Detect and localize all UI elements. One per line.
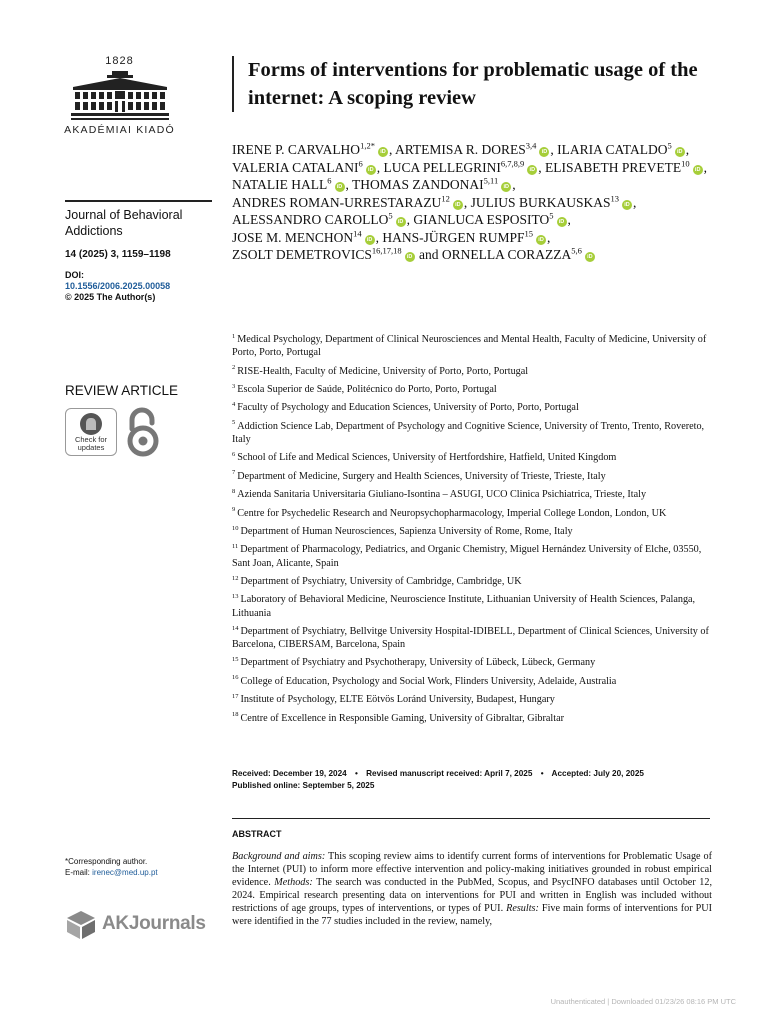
affiliation xyxy=(232,693,712,706)
author-name: VALERIA CATALANI xyxy=(232,159,359,175)
author-affiliation-ref: 6 xyxy=(327,175,332,186)
orcid-icon[interactable]: iD xyxy=(396,217,406,227)
author-affiliation-ref: 3,4 xyxy=(525,140,537,151)
author xyxy=(232,160,377,175)
orcid-icon[interactable]: iD xyxy=(539,147,549,157)
corresponding-label: *Corresponding author. xyxy=(65,857,148,866)
akjournals-text: AKJournals xyxy=(102,913,206,934)
affiliation-number: 16 xyxy=(232,674,239,682)
author-name: ORNELLA CORAZZA xyxy=(441,247,572,262)
abstract-divider xyxy=(232,818,710,819)
doi-label: DOI: xyxy=(65,270,84,280)
affiliation xyxy=(232,543,712,569)
check-updates-icon xyxy=(80,413,102,435)
orcid-icon[interactable]: iD xyxy=(335,182,345,192)
affiliation-number: 13 xyxy=(232,592,239,600)
publisher-name: AKADÉMIAI KIADÓ xyxy=(64,124,175,136)
affiliation-number: 12 xyxy=(232,574,239,582)
author-name: THOMAS ZANDONAI xyxy=(352,177,484,192)
affiliation xyxy=(232,420,712,446)
author xyxy=(232,177,346,192)
affiliation-text: Department of Medicine, Surgery and Health Sciences, University of Trieste, Trieste, Italy xyxy=(237,470,606,482)
author-affiliation-ref: 5 xyxy=(549,210,554,221)
affiliation xyxy=(232,470,712,483)
affiliation-number: 18 xyxy=(232,711,239,719)
journal-info xyxy=(65,200,212,302)
author-affiliation-ref: 6,7,8,9 xyxy=(500,158,525,168)
affiliation-list xyxy=(232,333,712,730)
abstract-body xyxy=(232,851,712,928)
affiliation-number: 3 xyxy=(232,382,236,390)
author xyxy=(395,142,550,157)
affiliation xyxy=(232,675,712,688)
corresponding-author xyxy=(65,856,212,878)
akjournals-logo xyxy=(65,908,206,940)
date-separator: • xyxy=(540,769,544,778)
author-name: IRENE P. CARVALHO xyxy=(232,142,361,157)
affiliation xyxy=(232,451,712,464)
check-for-updates-badge[interactable] xyxy=(65,408,117,456)
abstract-heading: ABSTRACT xyxy=(232,829,282,839)
affiliation-text: School of Life and Medical Sciences, University of Hertfordshire, Hatfield, United Kingdom xyxy=(237,452,617,464)
orcid-icon[interactable]: iD xyxy=(365,235,375,245)
orcid-icon[interactable]: iD xyxy=(405,252,415,262)
author xyxy=(557,142,686,157)
abstract-background-text: This scoping review aims to identify current forms of interventions for Problematic Usage of the Internet (PUI) to inform more effective intervention and policy-making initiatives grounded in robust empirical evidence. xyxy=(232,851,712,888)
author-affiliation-ref: 15 xyxy=(524,228,534,238)
author xyxy=(545,160,704,175)
affiliation xyxy=(232,507,712,520)
abstract-background-label: Background and aims: xyxy=(232,851,326,862)
author-name: JOSE M. MENCHON xyxy=(232,229,354,245)
author-affiliation-ref: 16,17,18 xyxy=(371,245,402,256)
affiliation xyxy=(232,365,712,378)
affiliation xyxy=(232,383,712,396)
dates-line-1 xyxy=(232,768,712,780)
author-name: JULIUS BURKAUSKAS xyxy=(470,194,611,210)
author-affiliation-ref: 14 xyxy=(353,228,362,238)
affiliation xyxy=(232,575,712,588)
author-affiliation-ref: 5 xyxy=(667,140,672,151)
author-name: ILARIA CATALDO xyxy=(557,142,668,157)
author-list: IRENE P. $CARVALHO^{1,2*}iD$ , ARTEMISA R. DORES$^{3,4}$iD , ILARIA CATALDO$^5$iD , VALERIA CATALANI$^6$iD , LUCA PELLEGRINI$^{6,7,8,9}$iD , ELISABETH PREVETE$^{10}$iD , NATALIE HALL$^6$iD , THOMAS ZANDONAI$^{5,11}$iD , ANDRES ROMAN-URRESTARAZU$^{12}$iD , JULIUS BURKAUSKAS$^{13}$iD , ALESSANDRO CAROLLO$^5$iD , GIANLUCA ESPOSITO$^5$iD , JOSE M. MENCHON$^{14}$iD , HANS-JÜRGEN RUMPF$^{15}$iD , ZSOLT DEMETROVICS$^{16,17,18}$iD and ORNELLA CORAZZA$^{5,6}$iD xyxy=(232,140,708,262)
building-icon xyxy=(71,69,169,121)
author xyxy=(232,195,464,210)
affiliation-number: 6 xyxy=(232,450,236,458)
title-rule xyxy=(232,56,234,112)
email-label: E-mail: xyxy=(65,868,90,877)
author-name: LUCA PELLEGRINI xyxy=(383,159,501,175)
orcid-icon[interactable]: iD xyxy=(453,200,463,210)
affiliation xyxy=(232,656,712,669)
affiliation xyxy=(232,525,712,538)
affiliation-number: 4 xyxy=(232,400,236,408)
abstract-results-text: Five main forms of interventions for PUI were identified in the 77 studies included in the review, namely, xyxy=(232,902,712,927)
affiliation-text: Centre for Psychedelic Research and Neuropsychopharmacology, Imperial College London, London, UK xyxy=(237,507,667,519)
author xyxy=(413,212,567,227)
author xyxy=(352,177,512,192)
article-dates xyxy=(232,768,712,792)
affiliation-number: 7 xyxy=(232,469,236,477)
authors-and: and xyxy=(419,247,439,262)
author xyxy=(232,230,376,245)
author-affiliation-ref: 1,2* xyxy=(360,140,375,151)
copyright: © 2025 The Author(s) xyxy=(65,292,156,302)
orcid-icon[interactable]: iD xyxy=(536,235,546,245)
affiliation-number: 8 xyxy=(232,487,236,495)
author-name: ELISABETH PREVETE xyxy=(545,159,682,175)
affiliation xyxy=(232,625,712,651)
abstract-methods-text: The search was conducted in the PubMed, Scopus, and PsycINFO databases until October 12, 2024. Empirical research presenting data on interventions for PUI and written in English was included without restrictions of age groups, types of interventions, or types of PUI. xyxy=(232,876,712,914)
affiliation xyxy=(232,488,712,501)
author xyxy=(232,212,407,227)
orcid-icon[interactable]: iD xyxy=(527,165,537,175)
author-name: ALESSANDRO CAROLLO xyxy=(232,212,389,227)
affiliation-text: Department of Psychiatry, University of Cambridge, Cambridge, UK xyxy=(240,575,522,587)
abstract-methods-label: Methods: xyxy=(274,876,313,888)
author-name: HANS-JÜRGEN RUMPF xyxy=(382,229,525,245)
abstract-results-label: Results: xyxy=(506,902,539,914)
affiliation xyxy=(232,593,712,619)
author xyxy=(232,247,416,262)
check-updates-line2: updates xyxy=(77,443,105,452)
affiliation xyxy=(232,712,712,725)
author-affiliation-ref: 6 xyxy=(358,158,363,168)
affiliation-number: 5 xyxy=(232,419,236,427)
affiliation-text: Department of Psychiatry, Bellvitge University Hospital-IDIBELL, Department of Clinical Sciences, University of Barcelona, CIBERSAM, Barcelona, Spain xyxy=(232,625,709,651)
doi-link[interactable]: 10.1556/2006.2025.00058 xyxy=(65,281,171,291)
open-access-icon xyxy=(125,407,161,459)
date-separator: • xyxy=(354,769,358,778)
author-affiliation-ref: 13 xyxy=(610,193,619,203)
author-name: GIANLUCA ESPOSITO xyxy=(413,212,550,227)
affiliation-text: Faculty of Psychology and Education Sciences, University of Porto, Porto, Portugal xyxy=(237,402,579,414)
publisher-year: 1828 xyxy=(105,55,134,67)
journal-volume: 14 (2025) 3, 1159–1198 xyxy=(65,249,171,260)
author xyxy=(442,247,596,262)
affiliation-number: 15 xyxy=(232,656,239,664)
email-line xyxy=(65,867,212,878)
article-title: Forms of interventions for problematic usage of the internet: A scoping review xyxy=(248,59,698,109)
affiliation-text: Institute of Psychology, ELTE Eötvös Loránd University, Budapest, Hungary xyxy=(240,694,555,706)
author-name: ANDRES ROMAN-URRESTARAZU xyxy=(232,194,442,210)
affiliation-text: RISE-Health, Faculty of Medicine, University of Porto, Porto, Portugal xyxy=(237,365,529,377)
affiliation-number: 14 xyxy=(232,624,239,632)
author-name: ARTEMISA R. DORES xyxy=(394,142,526,157)
published-date: Published online: September 5, 2025 xyxy=(232,781,375,790)
affiliation-text: Department of Pharmacology, Pediatrics, and Organic Chemistry, Miguel Hernández University of Elche, 03550, Sant Joan, Alicante, Spain xyxy=(232,544,702,569)
affiliation xyxy=(232,401,712,414)
journal-name: Journal of Behavioral Addictions xyxy=(65,208,183,238)
orcid-icon[interactable]: iD xyxy=(622,200,632,210)
email-link[interactable]: irenec@med.up.pt xyxy=(92,868,158,877)
affiliation-text: Medical Psychology, Department of Clinical Neurosciences and Mental Health, Faculty of Medicine, University of Porto, Porto, Portugal xyxy=(232,334,707,359)
affiliation-number: 9 xyxy=(232,506,236,514)
affiliation-number: 2 xyxy=(232,364,236,372)
affiliation-text: Laboratory of Behavioral Medicine, Neuroscience Institute, Lithuanian University of Health Sciences, Palanga, Lithuania xyxy=(232,594,696,619)
orcid-icon[interactable]: iD xyxy=(693,165,703,175)
affiliation-text: College of Education, Psychology and Social Work, Flinders University, Adelaide, Australia xyxy=(240,675,617,687)
orcid-icon[interactable]: iD xyxy=(557,217,567,227)
affiliation-text: Escola Superior de Saúde, Politécnico do Porto, Porto, Portugal xyxy=(237,383,497,395)
affiliation xyxy=(232,333,712,359)
author-affiliation-ref: 5 xyxy=(388,210,393,221)
orcid-icon[interactable]: iD xyxy=(585,252,595,262)
article-type: REVIEW ARTICLE xyxy=(65,383,179,398)
affiliation-text: Azienda Sanitaria Universitaria Giuliano-Isontina – ASUGI, UCO Clinica Psichiatrica, Trieste, Italy xyxy=(237,489,647,501)
author xyxy=(382,230,547,245)
akjournals-icon xyxy=(65,908,97,940)
accepted-date: Accepted: July 20, 2025 xyxy=(551,769,644,778)
author xyxy=(384,160,539,175)
author-name: ZSOLT DEMETROVICS xyxy=(232,247,372,262)
orcid-icon[interactable]: iD xyxy=(675,147,685,157)
affiliation-text: Centre of Excellence in Responsible Gaming, University of Gibraltar, Gibraltar xyxy=(240,712,565,724)
orcid-icon[interactable]: iD xyxy=(378,147,388,157)
author-affiliation-ref: 5,6 xyxy=(571,245,582,256)
author-affiliation-ref: 10 xyxy=(681,158,690,168)
check-updates-line1: Check for xyxy=(74,435,108,444)
author-affiliation-ref: 5,11 xyxy=(483,175,499,186)
received-date: Received: December 19, 2024 xyxy=(232,769,347,778)
affiliation-text: Department of Human Neurosciences, Sapienza University of Rome, Rome, Italy xyxy=(240,525,573,537)
affiliation-text: Department of Psychiatry and Psychotherapy, University of Lübeck, Lübeck, Germany xyxy=(240,657,596,669)
affiliation-number: 10 xyxy=(232,524,239,532)
affiliation-number: 17 xyxy=(232,692,239,700)
orcid-icon[interactable]: iD xyxy=(366,165,376,175)
orcid-icon[interactable]: iD xyxy=(501,182,511,192)
download-footer: Unauthenticated | Downloaded 01/23/26 08:16 PM UTC xyxy=(550,997,736,1006)
author-name: NATALIE HALL xyxy=(232,177,328,192)
affiliation-number: 11 xyxy=(232,542,239,550)
publisher-logo xyxy=(62,55,177,136)
author xyxy=(471,195,633,210)
author xyxy=(232,142,389,157)
revised-date: Revised manuscript received: April 7, 2025 xyxy=(366,769,533,778)
affiliation-number: 1 xyxy=(232,332,236,340)
author-affiliation-ref: 12 xyxy=(441,193,450,203)
affiliation-text: Addiction Science Lab, Department of Psychology and Cognitive Science, University of Trento, Trento, Rovereto, Italy xyxy=(232,420,705,445)
